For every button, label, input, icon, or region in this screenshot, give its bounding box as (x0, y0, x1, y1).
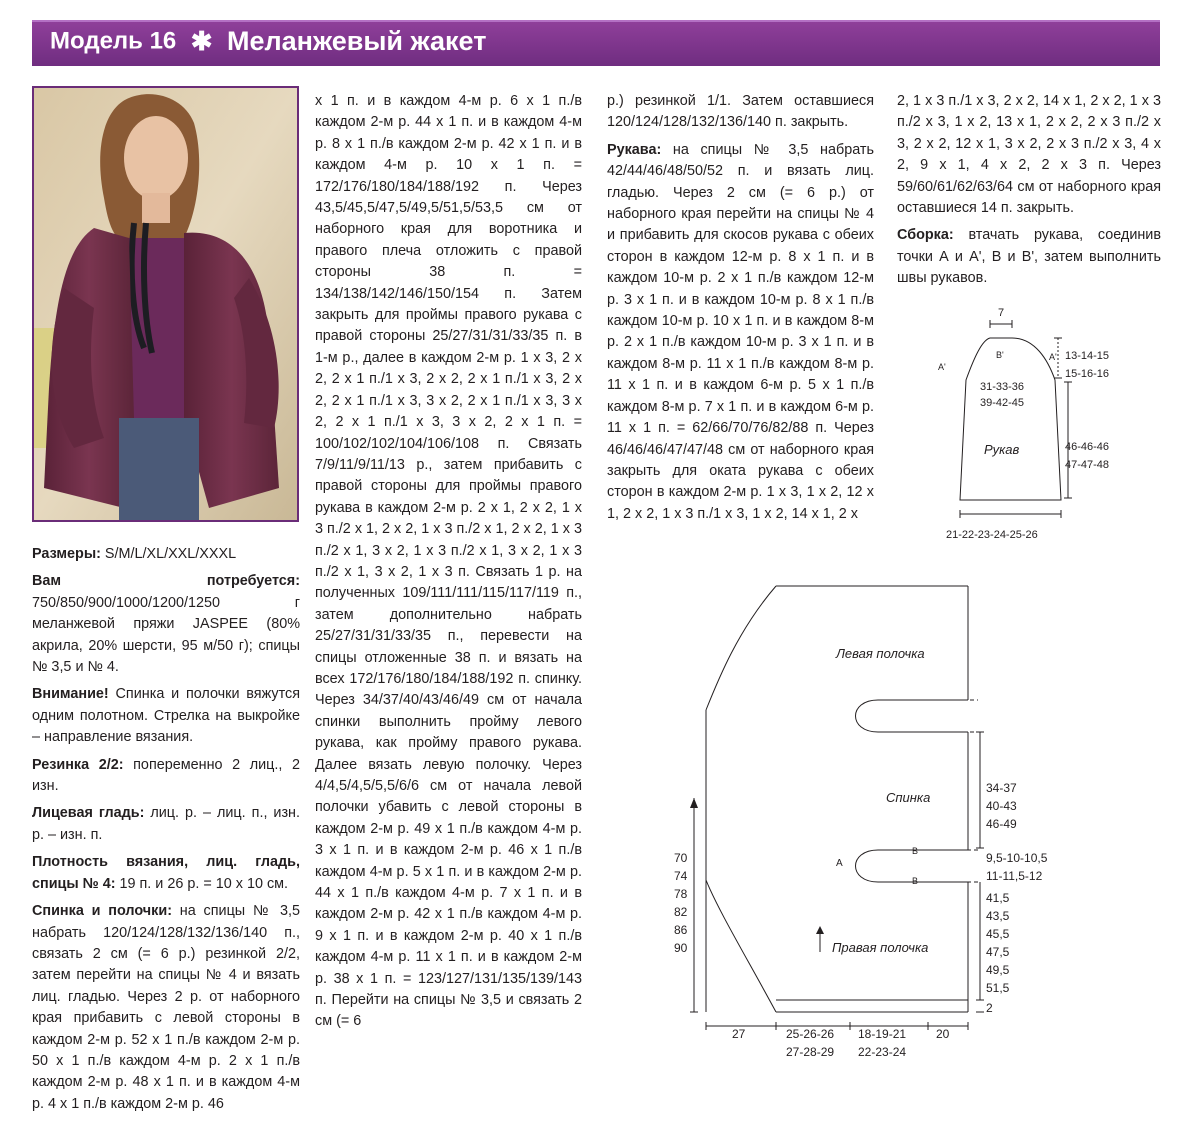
body-diagram (668, 580, 1078, 1070)
sleeve-point-a-right: A' (1049, 352, 1057, 362)
up-arrow-icon (690, 798, 698, 808)
attention-value: Спинка и полочки вяжутся одним полотном. Стрелка на выкройке – направление вязания. (32, 686, 300, 746)
rib-value: попеременно 2 лиц., 2 изн. (32, 756, 301, 795)
sleeve-right-dim-4: 47-47-48 (1065, 459, 1110, 471)
materials-label: Вам потребуется: (32, 573, 300, 590)
right-dim-lower-2: 43,5 (986, 909, 1010, 923)
assembly-value: втачать рукава, соединив точки А и А', В и В', затем выполнить швы рукавов. (897, 227, 1161, 287)
sleeve-right-dim-1: 13-14-15 (1065, 350, 1110, 362)
point-a: A (836, 858, 843, 869)
back-paragraph (32, 901, 300, 1115)
sleeve-diagram (930, 300, 1130, 550)
bottom-dim-3a: 18-19-21 (858, 1027, 907, 1041)
right-dim-opening-2: 11-11,5-12 (986, 869, 1043, 883)
right-dim-lower-6: 51,5 (986, 981, 1010, 995)
right-dim-armhole-2: 40-43 (986, 799, 1017, 813)
text-column-1 (32, 544, 300, 1121)
left-dim-5: 86 (674, 923, 688, 937)
star-icon: ✱ (190, 26, 213, 56)
left-dim-6: 90 (674, 941, 688, 955)
right-front-label: Правая полочка (832, 940, 929, 955)
bottom-dim-2b: 27-28-29 (786, 1045, 835, 1059)
sleeve-bottom-dim: 21-22-23-24-25-26 (946, 529, 1038, 541)
rib-paragraph (32, 755, 300, 798)
sleeve-cap-dim-2: 39-42-45 (980, 397, 1025, 409)
text-column-3 (607, 91, 874, 531)
back-continued-paragraph: х 1 п. и в каждом 4-м р. 6 х 1 п./в каждом 2-м р. 44 х 1 п. и в каждом 4-м р. 8 х 1 п./в каждом 2-м р. 42 х 1 п. и в каждом 4-м р. 10 х 1 п. = 172/176/180/184/188/192 п. Через 43,5/45,5/47,5/49,5/51,5/53,5 см от наборного края для воротника и правого плеча отложить с правой стороны 38 п. = 134/138/142/146/150/154 п. Затем закрыть для проймы правого рукава с правой стороны 25/27/31/31/33/35 п. в 1-м р., далее в каждом 2-м р. 1 х 3, 2 х 2, 2 х 1 п./1 х 3, 2 х 2, 2 х 1 п./1 х 3, 2 х 2, 2 х 1 п./1 х 3, 3 х 2, 2 х 1 п./1 х 3, 3 х 2, 2 х 1 п./1 х 3, 3 х 2, 2 х 1 п. = 100/102/102/104/106/108 п. Связать 7/9/11/9/11/13 р., затем прибавить с правой стороны для проймы правого рукава в каждом 2-м р. 2 х 1, 2 х 2, 1 х 3 п./2 х 1, 2 х 2, 1 х 3 п./2 х 1, 2 х 2, 1 х 3 п./2 х 1, 3 х 2, 1 х 3 п./2 х 1, 3 х 2, 1 х 3 п./2 х 1, 3 х 2, 1 х 3 п. Связать 1 р. на полученных 109/111/111/115/117/119 п., затем дополнительно набрать 25/27/31/31/33/35 п., перевести на спицы отложенные 38 п. и вязать на всех 172/176/180/184/188/192 п. спинку. Через 34/37/40/43/46/49 см от начала спинки выполнить пройму левого рукава, как пройму правого рукава. Далее вязать левую полочку. Через 4/4,5/4,5/5,5/6/6 см от начала левой полочки убавить с левой стороны в каждом 2-м р. 49 х 1 п./в каждом 4-м р. 3 х 1 п. и в каждом 2-м р. 46 х 1 п./в каждом 4-м р. 5 х 1 п. и в каждом 2-м р. 44 х 1 п./в каждом 4-м р. 7 х 1 п. и в каждом 2-м р. 42 х 1 п./в каждом 4-м р. 9 х 1 п. и в каждом 2-м р. 40 х 1 п./в каждом 4-м р. 11 х 1 п. и в каждом 2-м р. 38 х 1 п. = 123/127/131/135/139/143 п. Перейти на спицы № 3,5 и связать 2 см (= 6 (315, 93, 582, 1030)
attention-paragraph (32, 684, 300, 748)
article-title (50, 26, 486, 57)
text-column-4 (897, 91, 1161, 296)
bottom-dim-3b: 22-23-24 (858, 1045, 907, 1059)
right-dim-lower-5: 49,5 (986, 963, 1010, 977)
materials-value: 750/850/900/1000/1200/1250 г меланжевой пряжи JASPEE (80% акрила, 20% шерсти, 95 м/50 г); спицы № 3,5 и № 4. (32, 594, 300, 676)
sizes-paragraph (32, 544, 300, 565)
right-dim-armhole-1: 34-37 (986, 781, 1017, 795)
right-dimensions (986, 781, 1048, 1015)
right-dim-armhole-3: 46-49 (986, 817, 1017, 831)
materials-paragraph (32, 571, 300, 678)
sleeves-label: Рукава: (607, 141, 662, 158)
sleeve-right-dim-3: 46-46-46 (1065, 441, 1110, 453)
sleeve-right-dim-2: 15-16-16 (1065, 368, 1110, 380)
knitting-direction-arrow-icon (816, 926, 824, 934)
rib-label: Резинка 2/2: (32, 756, 124, 773)
attention-label: Внимание! (32, 686, 109, 703)
right-dim-rib: 2 (986, 1001, 993, 1015)
sizes-value: S/M/L/XL/XXL/XXXL (100, 546, 237, 562)
left-dim-3: 78 (674, 887, 688, 901)
sleeves-value: на спицы № 3,5 набрать 42/44/46/48/50/52 п. и вязать лиц. гладью. Через 2 см (= 6 р.) от наборного края перейти на спицы № 4 и прибавить для скосов рукава с обеих сторон в каждом 12-м р. 8 х 1 п. и в каждом 10-м р. 2 х 1 п./в каждом 12-м р. 3 х 1 п. и в каждом 10-м р. 8 х 1 п./в каждом 10-м р. 10 х 1 п. и в каждом 8-м р. 2 х 1 п./в каждом 10-м р. 3 х 1 п. и в каждом 8-м р. 11 х 1 п./в каждом 8-м р. 11 х 1 п. и в каждом 6-м р. 5 х 1 п./в каждом 8-м р. 7 х 1 п. и в каждом 6-м р. 11 х 1 п. = 62/66/70/76/82/88 п. Через 46/46/46/47/47/48 см от наборного края закрыть для оката рукава с обеих сторон в каждом 2-м р. 1 х 3, 1 х 2, 12 х 1, 2 х 2, 1 х 3 п./1 х 3, 1 х 2, 14 х 1, 2 х (607, 141, 874, 522)
text-column-2 (315, 91, 582, 1039)
stockinette-paragraph (32, 803, 300, 846)
right-dim-lower-1: 41,5 (986, 891, 1010, 905)
bottom-dim-1: 27 (732, 1027, 746, 1041)
right-dim-lower-4: 47,5 (986, 945, 1010, 959)
header-band (32, 20, 1160, 66)
model-name: Меланжевый жакет (226, 26, 487, 56)
assembly-label: Сборка: (897, 227, 954, 244)
gauge-label: Плотность вязания, лиц. гладь, спицы № 4: (32, 854, 300, 892)
right-dim-opening-1: 9,5-10-10,5 (986, 851, 1048, 865)
left-front-label: Левая полочка (836, 646, 925, 661)
model-photo-image (34, 88, 297, 520)
stockinette-label: Лицевая гладь: (32, 805, 145, 822)
model-number: Модель 16 (50, 27, 177, 55)
rib-closing-paragraph: р.) резинкой 1/1. Затем оставшиеся 120/124/128/132/136/140 п. закрыть. (607, 93, 874, 131)
left-dim-4: 82 (674, 905, 688, 919)
left-dim-2: 74 (674, 869, 688, 883)
stockinette-value: лиц. р. – лиц. п., изн. р. – изн. п. (32, 805, 301, 843)
back-value: на спицы № 3,5 набрать 120/124/128/132/136/140 п., связать 2 см (= 6 р.) резинкой 2/2, затем перейти на спицы № 4 и вязать лиц. гладью. Через 2 р. от наборного края прибавить с левой стороны в каждом 2-м р. 52 х 1 п./в каждом 2-м р. 50 х 1 п./в каждом 4-м р. 2 х 1 п./в каждом 2-м р. 48 х 1 п. и в каждом 4-м р. 4 х 1 п./в каждом 2-м р. 46 (32, 903, 301, 1112)
sleeves-paragraph (607, 140, 874, 525)
back-piece-label: Спинка (886, 790, 931, 805)
bottom-dim-2a: 25-26-26 (786, 1027, 835, 1041)
sleeve-cap-dim-1: 31-33-36 (980, 381, 1025, 393)
left-dim-1: 70 (674, 851, 688, 865)
assembly-paragraph (897, 225, 1161, 289)
sleeve-point-a: A' (938, 362, 946, 372)
right-dim-lower-3: 45,5 (986, 927, 1010, 941)
left-dimensions (674, 851, 688, 955)
gauge-paragraph (32, 852, 300, 895)
gauge-value: 19 п. и 26 р. = 10 х 10 см. (115, 875, 289, 892)
bottom-dimensions (732, 1027, 950, 1059)
point-b-upper: B (912, 846, 919, 856)
sleeve-point-b: B' (996, 350, 1004, 360)
back-label: Спинка и полочки: (32, 903, 172, 920)
point-b-lower: B (912, 876, 919, 886)
sleeve-top-width: 7 (998, 307, 1005, 319)
sleeve-cap-paragraph: 2, 1 х 3 п./1 х 3, 2 х 2, 14 х 1, 2 х 2, 1 х 3 п./2 х 3, 1 х 2, 13 х 1, 2 х 2, 2 х 3 п./2 х 3, 2 х 2, 12 х 1, 3 х 2, 2 х 3 п./2 х 3, 4 х 2, 9 х 1, 4 х 2, 2 х 3 п. Через 59/60/61/62/63/64 см от наборного края оставшиеся 14 п. закрыть. (897, 93, 1161, 217)
sizes-label: Размеры: (32, 546, 101, 562)
bottom-dim-4: 20 (936, 1027, 950, 1041)
model-photo (32, 86, 299, 522)
sleeve-name: Рукав (984, 442, 1020, 457)
